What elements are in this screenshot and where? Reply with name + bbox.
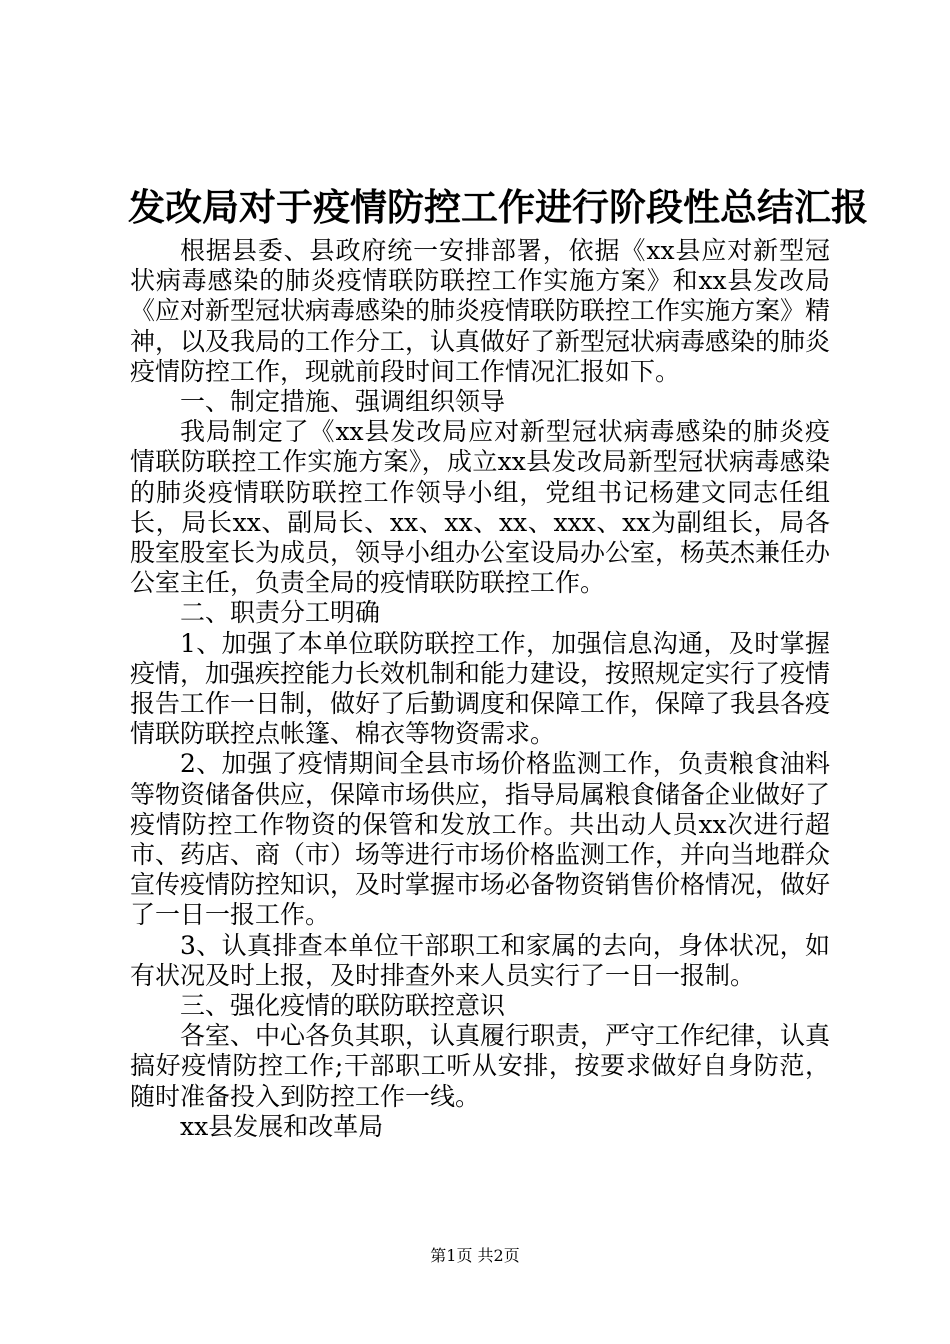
section-paragraph-3: 各室、中心各负其职，认真履行职责，严守工作纪律，认真搞好疫情防控工作;干部职工听从安排，按要求做好自身防范，随时准备投入到防控工作一线。: [130, 1021, 831, 1111]
document-title: 发改局对于疫情防控工作进行阶段性总结汇报: [128, 186, 868, 229]
section-heading-1: 一、制定措施、强调组织领导: [180, 387, 506, 417]
page-number-footer: 第1页 共2页: [430, 1246, 520, 1265]
intro-paragraph: 根据县委、县政府统一安排部署，依据《xx县应对新型冠状病毒感染的肺炎疫情联防联控工作实施方案》和xx县发改局《应对新型冠状病毒感染的肺炎疫情联防联控工作实施方案》精神，以及我局的工作分工，认真做好了新型冠状病毒感染的肺炎疫情防控工作，现就前段时间工作情况汇报如下。: [130, 236, 831, 386]
signature-line: xx县发展和改革局: [180, 1111, 384, 1141]
section-heading-3: 三、强化疫情的联防联控意识: [180, 991, 506, 1021]
document-body: [130, 236, 830, 1142]
section-item-3: 3、认真排查本单位干部职工和家属的去向，身体状况，如有状况及时上报，及时排查外来人员实行了一日一报制。: [130, 930, 830, 990]
section-item-1: 1、加强了本单位联防联控工作，加强信息沟通，及时掌握疫情，加强疾控能力长效机制和能力建设，按照规定实行了疫情报告工作一日制，做好了后勤调度和保障工作，保障了我县各疫情联防联控点帐篷、棉衣等物资需求。: [130, 628, 831, 749]
section-paragraph-1: 我局制定了《xx县发改局应对新型冠状病毒感染的肺炎疫情联防联控工作实施方案》，成立xx县发改局新型冠状病毒感染的肺炎疫情联防联控工作领导小组，党组书记杨建文同志任组长，局长xx、副局长、xx、xx、xx、xxx、xx为副组长，局各股室股室长为成员，领导小组办公室设局办公室，杨英杰兼任办公室主任，负责全局的疫情联防联控工作。: [130, 417, 831, 598]
section-item-2: 2、加强了疫情期间全县市场价格监测工作，负责粮食油料等物资储备供应，保障市场供应，指导局属粮食储备企业做好了疫情防控工作物资的保管和发放工作。共出动人员xx次进行超市、药店、商（市）场等进行市场价格监测工作，并向当地群众宣传疫情防控知识，及时掌握市场必备物资销售价格情况，做好了一日一报工作。: [130, 749, 831, 930]
section-heading-2: 二、职责分工明确: [180, 598, 381, 628]
